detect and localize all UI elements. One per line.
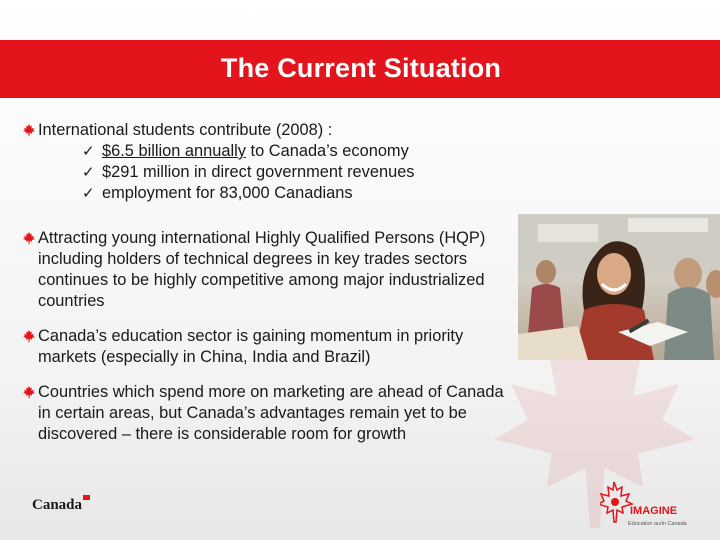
canada-wordmark-logo xyxy=(32,493,92,515)
sub-item-underlined-text: $6.5 billion annually xyxy=(102,142,246,160)
sub-item-revenues xyxy=(38,162,512,183)
checkmark-icon: ✓ xyxy=(82,164,95,181)
slide-title: The Current Situation xyxy=(220,52,502,83)
imagine-education-logo xyxy=(600,478,700,530)
imagine-logo-subtext: Education au/in Canada xyxy=(628,521,687,527)
canada-wordmark-text: Canada xyxy=(32,497,83,513)
sub-item-text: employment for 83,000 Canadians xyxy=(102,184,353,202)
bullet-marketing xyxy=(22,382,512,445)
bullet-list xyxy=(22,120,512,445)
bullet-international-students xyxy=(22,120,512,204)
title-bar xyxy=(0,40,720,98)
bullet-text: Canada’s education sector is gaining momentum in priority markets (especially in China, India and Brazil) xyxy=(38,327,464,366)
students-photo xyxy=(518,214,720,360)
maple-leaf-icon xyxy=(22,329,36,343)
sub-item-economy xyxy=(38,141,512,162)
bullet-text: Countries which spend more on marketing are ahead of Canada in certain areas, but Canada’s advantages remain yet to be discovered – there is considerable room for growth xyxy=(38,383,504,443)
sub-item-text: $291 million in direct government revenues xyxy=(102,163,415,181)
maple-leaf-icon xyxy=(22,231,36,245)
sub-item-employment xyxy=(38,183,512,204)
classroom-illustration xyxy=(518,214,720,360)
bullet-text: International students contribute (2008) : xyxy=(38,121,333,139)
bullet-text: Attracting young international Highly Qualified Persons (HQP) including holders of technical degrees in key trades sectors continues to be highly competitive among major industrialized countries xyxy=(38,229,486,310)
contribution-sub-list xyxy=(38,141,512,204)
bullet-attracting-hqp xyxy=(22,228,512,312)
checkmark-icon: ✓ xyxy=(82,185,95,202)
sub-item-text: to Canada’s economy xyxy=(245,142,409,160)
maple-leaf-icon xyxy=(22,385,36,399)
checkmark-icon: ✓ xyxy=(82,143,95,160)
maple-leaf-icon xyxy=(22,123,36,137)
imagine-logo-text: IMAGINE xyxy=(630,505,678,517)
bullet-education-sector xyxy=(22,326,512,368)
